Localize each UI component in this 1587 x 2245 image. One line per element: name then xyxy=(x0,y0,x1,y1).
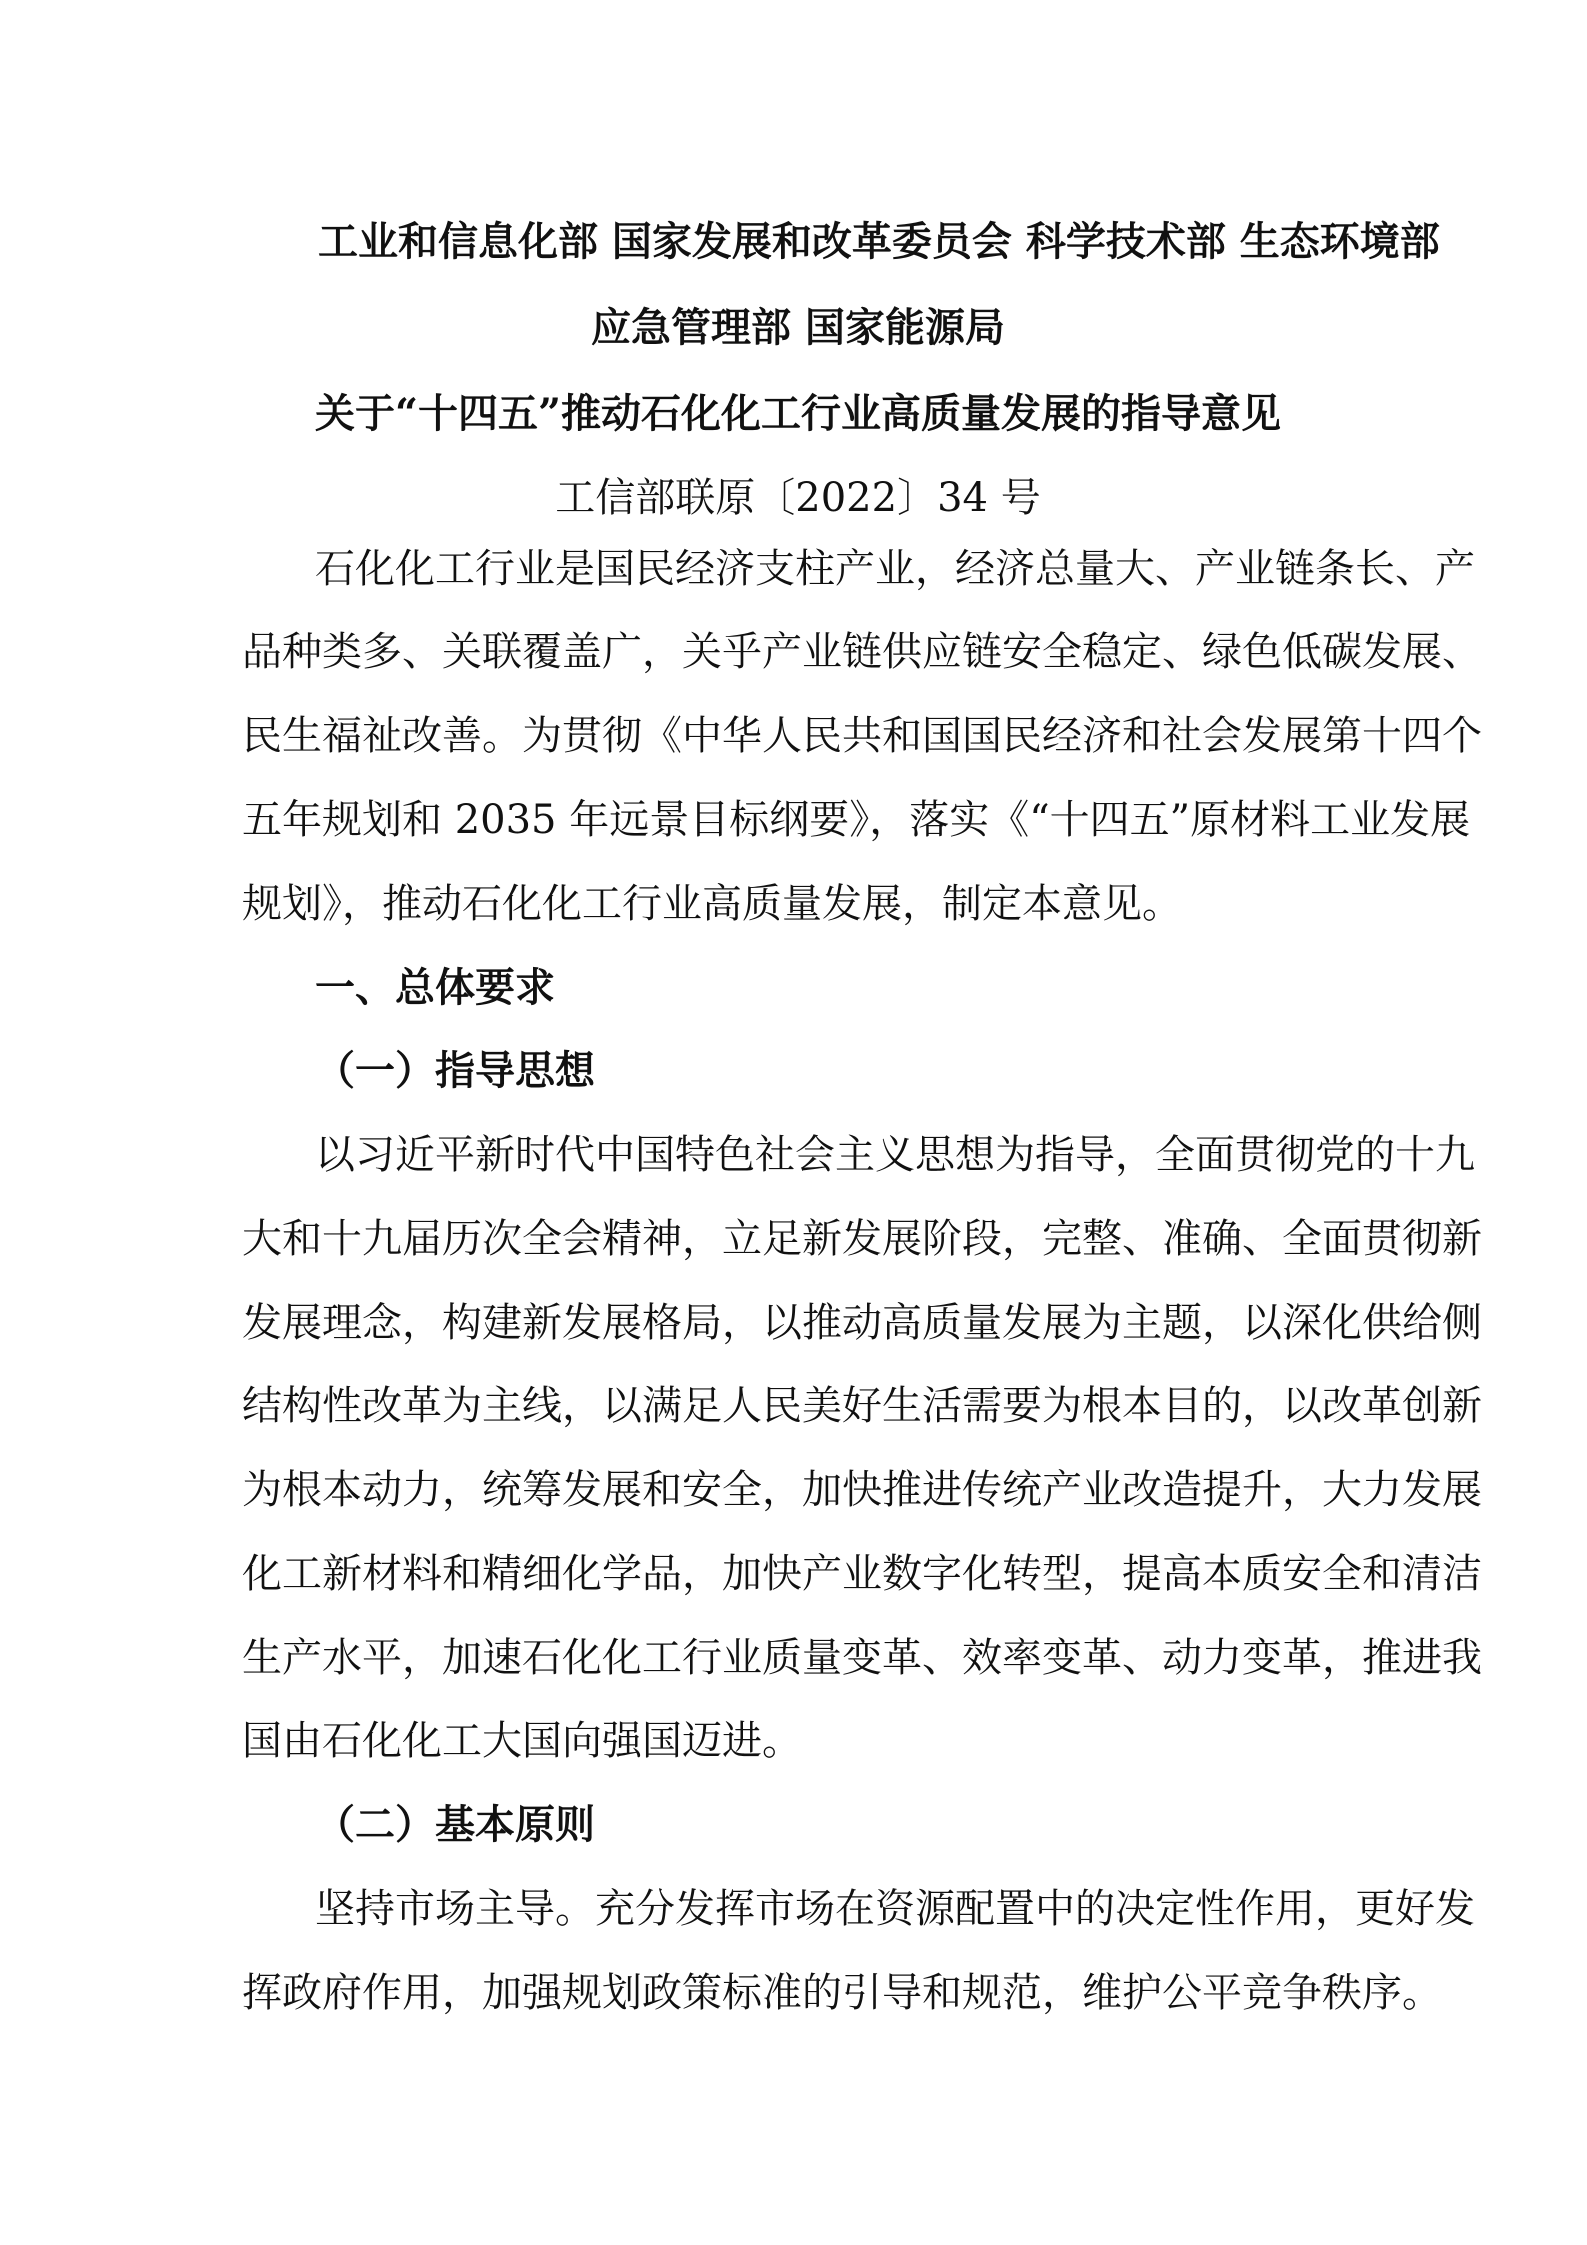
section-heading: 一、总体要求 xyxy=(315,964,555,1011)
guiding-line: 生产水平，加速石化化工行业质量变革、效率变革、动力变革，推进我 xyxy=(242,1635,1482,1681)
guiding-line: 大和十九届历次全会精神，立足新发展阶段，完整、准确、全面贯彻新 xyxy=(242,1216,1482,1262)
subsection-heading: （一）指导思想 xyxy=(315,1047,595,1094)
document-title: 关于“十四五”推动石化化工行业高质量发展的指导意见 xyxy=(314,390,1281,437)
intro-line: 规划》，推动石化化工行业高质量发展，制定本意见。 xyxy=(242,881,1182,927)
intro-line: 石化化工行业是国民经济支柱产业，经济总量大、产业链条长、产 xyxy=(315,546,1475,592)
document-number: 工信部联原〔2022〕34 号 xyxy=(555,475,1041,521)
guiding-line: 国由石化化工大国向强国迈进。 xyxy=(242,1718,802,1764)
intro-line: 品种类多、关联覆盖广，关乎产业链供应链安全稳定、绿色低碳发展、 xyxy=(242,629,1482,675)
principle-line: 挥政府作用，加强规划政策标准的引导和规范，维护公平竞争秩序。 xyxy=(242,1970,1442,2016)
guiding-line: 化工新材料和精细化学品，加快产业数字化转型，提高本质安全和清洁 xyxy=(242,1551,1482,1597)
issuers-line-1: 工业和信息化部 国家发展和改革委员会 科学技术部 生态环境部 xyxy=(318,218,1440,265)
subsection-heading: （二）基本原则 xyxy=(315,1801,595,1848)
principle-line: 坚持市场主导。充分发挥市场在资源配置中的决定性作用，更好发 xyxy=(315,1886,1475,1932)
guiding-line: 发展理念，构建新发展格局，以推动高质量发展为主题，以深化供给侧 xyxy=(242,1300,1482,1346)
guiding-line: 结构性改革为主线，以满足人民美好生活需要为根本目的，以改革创新 xyxy=(242,1383,1482,1429)
intro-line: 五年规划和 2035 年远景目标纲要》，落实《“十四五”原材料工业发展 xyxy=(242,797,1471,843)
issuers-line-2: 应急管理部 国家能源局 xyxy=(591,304,1005,351)
guiding-line: 为根本动力，统筹发展和安全，加快推进传统产业改造提升，大力发展 xyxy=(242,1467,1482,1513)
guiding-line: 以习近平新时代中国特色社会主义思想为指导，全面贯彻党的十九 xyxy=(315,1132,1475,1178)
intro-line: 民生福祉改善。为贯彻《中华人民共和国国民经济和社会发展第十四个 xyxy=(242,713,1482,759)
